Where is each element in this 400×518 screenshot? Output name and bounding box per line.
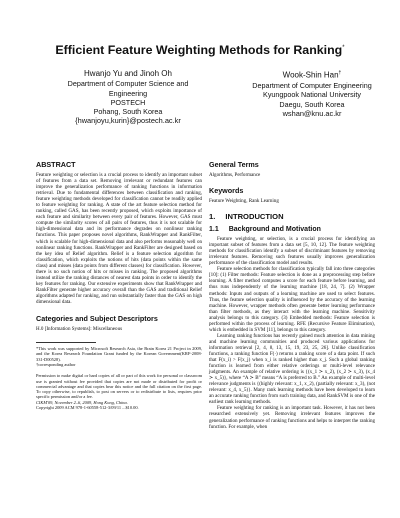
title-text: Efficient Feature Weighting Methods for Ranking [55, 43, 343, 57]
section-number: 1. [209, 212, 216, 222]
subsection-heading: 1.1 Background and Motivation [209, 226, 321, 234]
footnote: *This work was supported by Microsoft Research Asia, the Brain Korea 21 Project in 2009, and the Korea Research Foundation Grant funded by the Korean Government(KRF-2008-331-D00528). [36, 346, 202, 362]
copyright-line: Copyright 2009 ACM 978-1-60558-512-3/09/11 ...$10.00. [36, 405, 139, 411]
categories-text: H.0 [Information Systems]: Miscellaneous [36, 326, 123, 333]
left-column [36, 160, 202, 410]
footnote: †corresponding author [36, 361, 76, 367]
abstract-heading: ABSTRACT [36, 160, 76, 169]
footnote-rule [36, 342, 96, 343]
author-affiliation-line: Department of Computer Science and [67, 79, 189, 89]
author-affiliation-line: Engineering [108, 88, 148, 98]
title-footnote-mark: * [342, 44, 345, 51]
author-affiliation-line: Department of Computer Engineering [252, 80, 372, 90]
author-affiliation-line: Daegu, South Korea [279, 99, 345, 109]
subsection-number: 1.1 [209, 226, 219, 234]
author-affiliation-line: Pohang, South Korea [93, 107, 163, 117]
author-block-2 [222, 69, 400, 118]
conference-line: CIKM'09, November 2–6, 2009, Hong Kong, China. [36, 399, 128, 405]
abstract-text: Feature weighting or selection is a crucial process to identify an important subset of features from a data set. Removing irrelevant or redundant features can improve the generalization performance of ranking functions in information retrieval. Due to fundamental differences between classification and ranking, feature weighting methods developed for classification cannot be readily applied to feature weighting for ranking. A state of the art feature selection method for ranking, called GAS, has been recently proposed, which exploits importance of each feature and similarity between every pair of features. However, GAS must compute the similarity scores of all pairs of features, thus it is not scalable for high-dimensional data and its performance degrades on nonlinear ranking functions. This paper proposes novel algorithms, RankWrapper and RankFilter, which is scalable for high-dimensional data and also performs reasonably well on nonlinear ranking functions. RankWrapper and RankFilter are designed based on the key idea of Relief algorithm. Relief is a feature selection algorithm for classification, which exploits the notions of hits (data points within the same class) and misses (data points from different classes) for classification. However, there is no such notion of hits or misses in ranking. The proposed algorithms instead utilize the ranking distances of nearest data points in order to identify the key features for ranking. Our extensive experiments show that RankWrapper and RankFilter generate higher accuracy overall than the GAS and traditional Relief algorithms adapted for ranking, and run substantially faster than the GAS on high dimensional data. [36, 172, 202, 305]
intro-paragraph: Learning ranking functions has recently gained much attention in data mining and machine learning communities and produced various applications for information retrieval [2, 4, 8, 13, 15, 19, 23, 25, 26]. Unlike classification functions, a ranking function F(·) returns a ranking score of a data point. If such that F(x_i) > F(x_j) when x_i is ranked higher than x_j. Such a global ranking function is learned from either relative orderings or multi-level relevance judgments. An example of relative ordering is {(x_1 ≻ x_2), (x_2 ≻ x_3), (x_4 ≻ x_5)}, where “A ≻ B” means “A is preferred to B.” An example of multi-level relevance judgments is {(highly relevant: x_1, x_2), (partially relevant: x_3), (not relevant: x_4, x_5)}. Many rank learning methods have been developed to learn an accurate ranking function from such training data, and RankSVM is one of the earliest rank learning methods. [209, 332, 375, 406]
author-email: {hwanjoyu,kurin}@postech.ac.kr [75, 116, 181, 126]
categories-heading: Categories and Subject Descriptors [36, 314, 158, 324]
author-affiliation-line: POSTECH [110, 97, 146, 107]
right-column [209, 160, 375, 430]
keywords-text: Feature Weighting, Rank Learning [209, 198, 279, 205]
author-block-1 [38, 69, 218, 126]
author-name: Wook-Shin Han† [282, 70, 342, 80]
author-affiliation-line: Kyungpook National University [263, 90, 361, 100]
section-heading: 1. INTRODUCTION [209, 212, 284, 222]
keywords-heading: Keywords [209, 186, 244, 196]
intro-paragraph: Feature weighting for ranking is an important task. However, it has not been researched extensively yet. Removing irrelevant features improves the generalization performance of ranking functions and helps to interpret the ranking function. For example, when [209, 405, 375, 430]
author-name: Hwanjo Yu and Jinoh Oh [84, 69, 172, 78]
intro-paragraph: Feature weighting, or selection, is a crucial process for identifying an important subset of features from a data set [5, 10, 12]. The feature weighting methods for classification identify a subset of discriminant features by removing irrelevant features. Removing such features usually improves generalization performance of the classification model and results. [209, 236, 375, 267]
general-terms-text: Algorithms, Performance [209, 172, 261, 178]
intro-paragraph: Feature selection methods for classification typically fall into three categories [10]: (1) Filter methods: Feature selection is done as a preprocessing step before learning. A filter method computes a score for each feature before learning, and thus runs independently of the learning machine [18, 24, 7]. (2) Wrapper methods: Inputs and outputs of a learning machine are used to select features. Thus, the feature selection quality is influenced by the accuracy of the learning machine. However, wrapper methods often generate better learning performance than filter methods, as they interact with the learning machine. Sensitivity analysis belongs to this category. (3) Embedded methods: Feature selection is performed within the process of learning. RFE (Recursive Feature Elimination), which is embedded in SVM [11], belongs to this category. [209, 266, 375, 333]
author-footnote-mark: † [338, 70, 342, 76]
author-email: wshan@knu.ac.kr [282, 108, 342, 118]
paper-title [0, 43, 400, 57]
general-terms-heading: General Terms [209, 160, 259, 169]
copyright-notice: Permission to make digital or hard copies of all or part of this work for personal or classroom use is granted without fee provided that copies are not made or distributed for profit or commercial advantage and that copies bear this notice and the full citation on the first page. To copy otherwise, to republish, to post on servers or to redistribute to lists, requires prior specific permission and/or a fee. [36, 373, 202, 400]
